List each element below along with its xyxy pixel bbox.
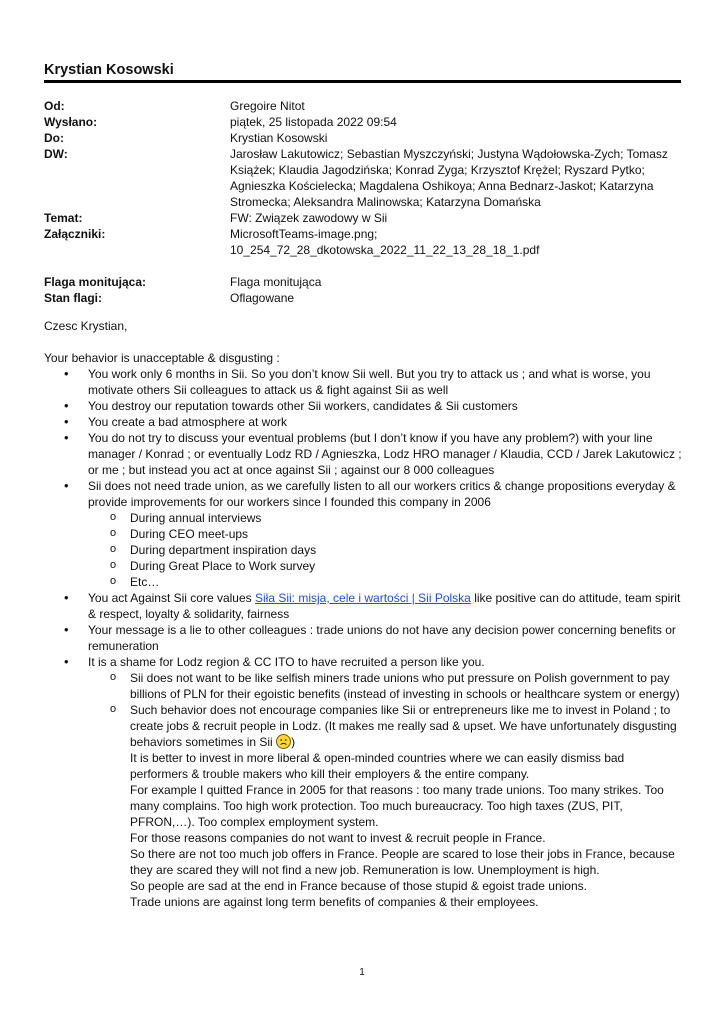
cc-label: DW: (44, 147, 68, 161)
flag-state-row (44, 290, 682, 306)
cc-row (44, 146, 682, 210)
sub-list-item-text-end: ) (291, 735, 296, 749)
to-row (44, 130, 682, 146)
sub-list-item: o During department inspiration days (130, 542, 684, 558)
flag-state-value: Oflagowane (230, 291, 295, 305)
to-value: Krystian Kosowski (230, 131, 328, 145)
flag-row (44, 274, 682, 290)
list-item-text: It is a shame for Lodz region & CC ITO to have recruited a person like you. (88, 655, 485, 669)
to-label: Do: (44, 131, 64, 145)
sent-row (44, 114, 682, 130)
sub-list-item: o Etc… (130, 574, 684, 590)
sub-list-item: o During Great Place to Work survey (130, 558, 684, 574)
mailbox-owner-name: Krystian Kosowski (44, 62, 174, 78)
sub-list-item-text: Such behavior does not encourage companies like Sii or entrepreneurs like me to invest in Poland ; to create jobs & recruit people in Lodz. (It makes me really sad & upset. We have unfortunately disgusting behaviors sometimes in Sii (130, 703, 677, 749)
core-values-text-before: You act Against Sii core values (88, 591, 255, 605)
intro-line: Your behavior is unacceptable & disgusting : (44, 351, 280, 365)
subject-value: FW: Związek zawodowy w Sii (230, 211, 388, 225)
paragraph: For those reasons companies do not want to invest & recruit people in France. (130, 831, 546, 845)
header-divider (44, 80, 681, 83)
list-item: • You destroy our reputation towards other Sii workers, candidates & Sii customers (88, 398, 684, 414)
from-row (44, 98, 682, 114)
from-value: Gregoire Nitot (230, 99, 305, 113)
core-values-text-after: like positive can do attitude, team spirit & respect, loyalty & solidarity, fairness (88, 591, 681, 621)
subject-label: Temat: (44, 211, 83, 225)
sub-list-item: o Sii does not want to be like selfish miners trade unions who put pressure on Polish government to pay billions of PLN for their egoistic benefits (instead of investing in schools or healthcare system or energy) (130, 670, 684, 702)
paragraph: It is better to invest in more liberal & open-minded countries where we can easily dismiss bad performers & trouble makers who kill their employers & the entire company. (130, 751, 625, 781)
cc-value: Jarosław Lakutowicz; Sebastian Myszczyński; Justyna Wądołowska-Zych; Tomasz Książek; Klaudia Jagodzińska; Konrad Zyga; Krzysztof Krężel; Ryszard Pytko; Agnieszka Kościelecka; Magdalena Oshikoya; Anna Bednarz-Jaskot; Katarzyna Stromecka; Aleksandra Malinowska; Katarzyna Domańska (230, 147, 668, 209)
sub-list-item: o During CEO meet-ups (130, 526, 684, 542)
list-item: • You do not try to discuss your eventual problems (but I don’t know if you have any problem?) with your line manager / Konrad ; or eventually Lodz RD / Agnieszka, Lodz HRO manager / Klaudia, CCD / Jarek Lakutowicz ; or me ; but instead you act at once against Sii ; against our 8 000 colleagues (88, 430, 684, 478)
list-item-text: Sii does not need trade union, as we carefully listen to all our workers critics & change propositions everyday & provide improvements for our workers since I founded this company in 2006 (88, 479, 676, 509)
sub-list (88, 510, 684, 590)
list-item (88, 478, 684, 590)
greeting: Czesc Krystian, (44, 319, 128, 333)
attachments-value: MicrosoftTeams-image.png; 10_254_72_28_dkotowska_2022_11_22_13_28_18_1.pdf (230, 227, 540, 257)
list-item (88, 590, 684, 622)
flag-value: Flaga monitująca (230, 275, 322, 289)
paragraph: So people are sad at the end in France because of those stupid & egoist trade unions. (130, 879, 587, 893)
sent-label: Wysłano: (44, 115, 98, 129)
attachments-label: Załączniki: (44, 227, 106, 241)
header-gap (44, 258, 682, 274)
sub-list-item: o During annual interviews (130, 510, 684, 526)
core-values-link[interactable]: Siła Sii: misja, cele i wartości | Sii Polska (255, 591, 471, 605)
list-item: • You create a bad atmosphere at work (88, 414, 684, 430)
list-item (88, 654, 684, 910)
sad-face-icon (276, 734, 291, 749)
sent-value: piątek, 25 listopada 2022 09:54 (230, 115, 397, 129)
sub-list (88, 670, 684, 910)
flag-label: Flaga monitująca: (44, 275, 147, 289)
email-header-fields (44, 98, 682, 306)
from-label: Od: (44, 99, 65, 113)
email-body (44, 318, 684, 910)
complaint-list (44, 366, 684, 910)
page-number: 1 (359, 967, 365, 978)
subject-row (44, 210, 682, 226)
paragraph: Trade unions are against long term benefits of companies & their employees. (130, 895, 539, 909)
flag-state-label: Stan flagi: (44, 291, 103, 305)
list-item: • You work only 6 months in Sii. So you don’t know Sii well. But you try to attack us ; and what is worse, you motivate others Sii colleagues to attack us & fight against Sii as well (88, 366, 684, 398)
list-item: • Your message is a lie to other colleagues : trade unions do not have any decision power concerning benefits or remuneration (88, 622, 684, 654)
paragraph: For example I quitted France in 2005 for that reasons : too many trade unions. Too many strikes. Too many complains. Too high work protection. Too much bureaucracy. Too high taxes (ZUS, PIT, PFRON,…). Too complex employment system. (130, 783, 664, 829)
attachments-row (44, 226, 682, 258)
paragraph: So there are not too much job offers in France. People are scared to lose their jobs in France, because they are scared they will not find a new job. Remuneration is low. Unemployment is high. (130, 847, 675, 877)
sub-list-item (130, 702, 684, 910)
